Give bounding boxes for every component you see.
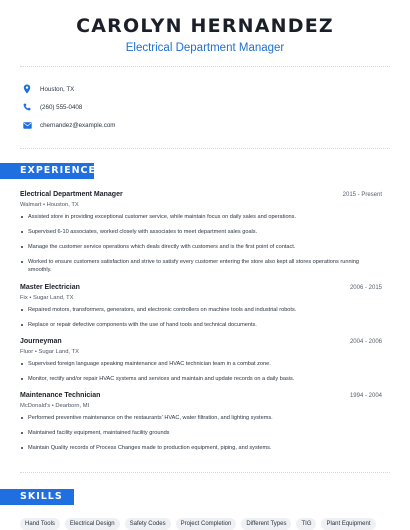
skills-list [20,518,376,530]
job-bullets [20,360,382,383]
job-company: Walmart • Houston, TX [20,202,79,208]
experience-item [20,391,382,459]
experience-item [20,337,382,390]
candidate-name: CAROLYN HERNANDEZ [76,15,334,37]
bullet-item: Supervised foreign language speaking maintenance and HVAC technician team in a combat zone. [20,360,382,368]
bullet-item: Supervised 6-10 associates, worked closely with associates to meet department sales goals. [20,228,382,236]
job-company: Fluor • Sugar Land, TX [20,349,79,355]
contact-email[interactable] [22,119,115,131]
phone-icon [22,101,32,113]
job-bullets [20,414,382,452]
job-dates: 2006 - 2015 [349,285,382,291]
contact-email-text[interactable]: chernandez@example.com [40,121,116,129]
skill-chip: Different Types [241,518,291,530]
bullet-item: Repaired motors, transformers, generators, and electronic controllers on machine tools and industrial robots. [20,306,382,314]
job-company: Fix • Sugar Land, TX [20,295,74,301]
skill-chip: TIG [296,518,316,530]
bullet-item: Replace or repair defective components with the use of hand tools and technical documents. [20,321,382,329]
skill-chip: Electrical Design [65,518,120,530]
job-bullets [20,306,382,329]
skill-chip: Hand Tools [20,518,60,530]
bullet-item: Manage the customer service operations which deals directly with customers and is the first point of contact. [20,243,382,251]
contact-phone [22,101,82,113]
job-title: Maintenance Technician [20,392,101,399]
mail-icon [22,119,32,131]
skill-chip: Safety Codes [125,518,171,530]
job-dates: 2004 - 2006 [349,339,382,345]
job-company: McDonald's • Dearborn, MI [20,403,90,409]
job-dates: 1994 - 2004 [349,393,382,399]
contact-divider [20,148,390,149]
bullet-item: Maintained facility equipment, maintained facility grounds [20,429,382,437]
contact-location-text: Houston, TX [40,85,75,93]
experience-divider [20,472,390,473]
contact-location [22,83,74,95]
job-dates: 2015 - Present [342,192,382,198]
job-title: Journeyman [20,338,62,345]
header-divider [20,66,390,67]
bullet-item: Monitor, rectify and/or repair HVAC systems and services and maintain and update records on a daily basis. [20,375,382,383]
job-bullets [20,213,382,274]
resume-header [0,14,410,55]
skill-chip: Plant Equipment [321,518,375,530]
location-pin-icon [22,83,32,95]
skills-section-heading: SKILLS [0,489,74,505]
experience-section-heading: EXPERIENCE [0,163,94,179]
skill-chip: Project Completion [176,518,237,530]
bullet-item: Maintain Quality records of Process Changes made to production equipment, piping, and systems. [20,444,382,452]
bullet-item: Assisted store in providing exceptional customer service, while maintain focus on daily sales and operations. [20,213,382,221]
bullet-item: Worked to ensure customers satisfaction and strive to satisfy every customer entering the store also kept all stores operations running smoothly. [20,258,382,274]
job-title: Master Electrician [20,284,80,291]
contact-phone-text: (260) 555-0408 [40,103,83,111]
job-title: Electrical Department Manager [20,191,123,198]
bullet-item: Performed preventive maintenance on the restaurants' HVAC, water filtration, and lighting systems. [20,414,382,422]
experience-item [20,283,382,336]
experience-item [20,190,382,281]
job-title-headline: Electrical Department Manager [125,42,285,54]
